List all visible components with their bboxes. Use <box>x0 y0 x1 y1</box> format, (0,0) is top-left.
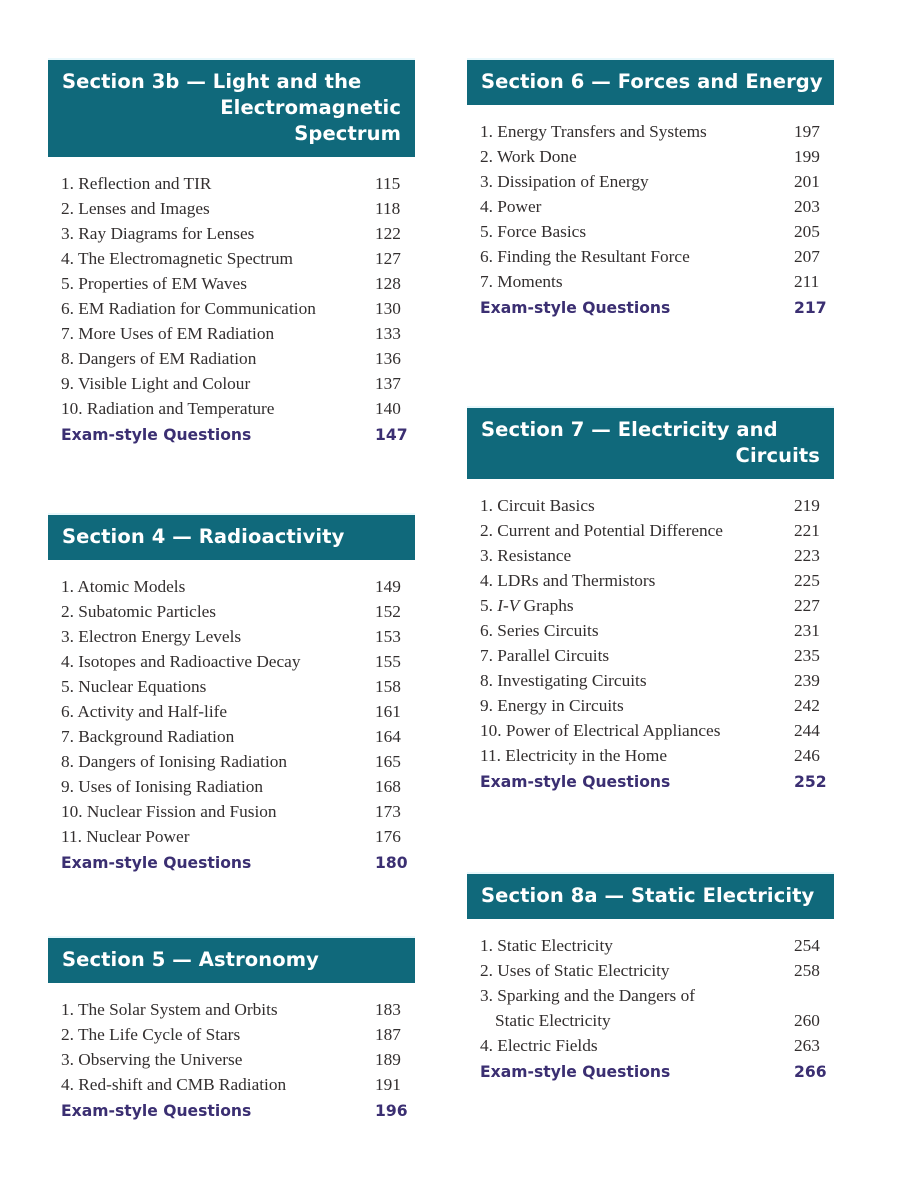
contents-entry-title: 4. The Electromagnetic Spectrum <box>61 249 293 268</box>
contents-entry-title <box>480 983 794 1033</box>
contents-entry[interactable] <box>480 958 834 983</box>
exam-style-questions-page-number: 147 <box>375 426 408 444</box>
contents-entry-page-number: 130 <box>375 299 401 318</box>
contents-entry-page-number: 127 <box>375 249 401 268</box>
contents-entry-page-number: 201 <box>794 172 820 191</box>
contents-entry-page-number: 227 <box>794 596 820 615</box>
contents-entry[interactable] <box>480 618 834 643</box>
contents-entry-page-number: 161 <box>375 702 401 721</box>
contents-entry-title: 6. Series Circuits <box>480 621 599 640</box>
contents-entry[interactable] <box>480 219 834 244</box>
contents-entry[interactable] <box>480 169 834 194</box>
contents-entry-page-number: 176 <box>375 827 401 846</box>
section-block-section-3b <box>48 60 415 448</box>
contents-entry-page-number: 203 <box>794 197 820 216</box>
contents-entry-title: 4. Electric Fields <box>480 1036 598 1055</box>
contents-entry-page-number: 137 <box>375 374 401 393</box>
contents-entry-page-number: 225 <box>794 571 820 590</box>
contents-entry-title: 5. Nuclear Equations <box>61 677 207 696</box>
contents-entry-title: 3. Dissipation of Energy <box>480 172 649 191</box>
section-header-line: Section 6 — Forces and Energy <box>481 70 823 93</box>
section-header-line: Section 5 — Astronomy <box>62 948 319 971</box>
section-block-section-8a <box>467 874 834 1085</box>
section-header-line: Spectrum <box>294 122 401 145</box>
contents-entry-title: 3. Observing the Universe <box>61 1050 243 1069</box>
contents-entry[interactable] <box>61 296 415 321</box>
contents-entry[interactable] <box>61 271 415 296</box>
contents-entry-title: 9. Uses of Ionising Radiation <box>61 777 264 796</box>
contents-entry-page-number: 152 <box>375 602 401 621</box>
contents-entry-title: 1. Static Electricity <box>480 936 613 955</box>
contents-entry-title: 4. Isotopes and Radioactive Decay <box>61 652 301 671</box>
contents-entry-page-number: 189 <box>375 1050 401 1069</box>
exam-style-questions-label: Exam-style Questions <box>480 773 671 791</box>
contents-entry-title: 10. Radiation and Temperature <box>61 399 275 418</box>
contents-entry-page-number: 158 <box>375 677 401 696</box>
section-entry-list <box>467 933 834 1085</box>
contents-entry[interactable] <box>480 668 834 693</box>
section-block-section-5 <box>48 938 415 1124</box>
contents-entry-exam-style-questions[interactable] <box>61 423 415 448</box>
contents-entry-title: 8. Investigating Circuits <box>480 671 647 690</box>
exam-style-questions-label: Exam-style Questions <box>480 299 671 317</box>
section-entry-list <box>48 574 415 876</box>
section-block-section-4 <box>48 515 415 876</box>
exam-style-questions-page-number: 266 <box>794 1063 827 1081</box>
contents-entry-page-number: 183 <box>375 1000 401 1019</box>
contents-entry-title: 6. Finding the Resultant Force <box>480 247 690 266</box>
contents-entry-page-number: 155 <box>375 652 401 671</box>
contents-entry[interactable] <box>480 119 834 144</box>
contents-entry[interactable] <box>480 244 834 269</box>
contents-entry[interactable] <box>480 643 834 668</box>
contents-entry-title: 10. Nuclear Fission and Fusion <box>61 802 277 821</box>
exam-style-questions-page-number: 217 <box>794 299 827 317</box>
contents-entry-title: 7. Moments <box>480 272 563 291</box>
section-entry-list <box>48 997 415 1124</box>
contents-entry[interactable] <box>480 1033 834 1058</box>
contents-entry[interactable] <box>480 718 834 743</box>
section-header-section-4 <box>48 515 415 560</box>
contents-entry-title: 5. Properties of EM Waves <box>61 274 247 293</box>
contents-entry[interactable] <box>61 699 415 724</box>
section-block-section-6 <box>467 60 834 321</box>
contents-entry-page-number: 263 <box>794 1036 820 1055</box>
section-header-line: Section 4 — Radioactivity <box>62 525 345 548</box>
contents-entry[interactable] <box>480 543 834 568</box>
contents-entry-title: 9. Visible Light and Colour <box>61 374 251 393</box>
contents-entry[interactable] <box>61 774 415 799</box>
contents-entry-page-number: 254 <box>794 936 820 955</box>
contents-entry-title: 7. Background Radiation <box>61 727 235 746</box>
contents-entry-title: 1. The Solar System and Orbits <box>61 1000 278 1019</box>
contents-entry[interactable] <box>61 624 415 649</box>
contents-entry-exam-style-questions[interactable] <box>480 770 834 795</box>
contents-entry[interactable] <box>480 493 834 518</box>
contents-entry-title: 11. Electricity in the Home <box>480 746 667 765</box>
contents-entry-title: 10. Power of Electrical Appliances <box>480 721 721 740</box>
section-header-section-8a <box>467 874 834 919</box>
section-entry-list <box>48 171 415 448</box>
contents-entry-title-rest: Graphs <box>519 596 574 615</box>
contents-entry[interactable] <box>480 194 834 219</box>
contents-entry-page-number: 197 <box>794 122 820 141</box>
contents-entry-title: 7. More Uses of EM Radiation <box>61 324 275 343</box>
exam-style-questions-label: Exam-style Questions <box>61 426 252 444</box>
contents-entry-page-number: 207 <box>794 247 820 266</box>
contents-entry-page-number: 235 <box>794 646 820 665</box>
exam-style-questions-page-number: 252 <box>794 773 827 791</box>
contents-entry[interactable] <box>480 269 834 294</box>
contents-entry-title-line1: 3. Sparking and the Dangers of <box>480 986 696 1005</box>
contents-entry-page-number: 258 <box>794 961 820 980</box>
contents-entry-page-number: 173 <box>375 802 401 821</box>
contents-entry[interactable] <box>61 196 415 221</box>
contents-entry[interactable] <box>480 518 834 543</box>
contents-entry-page-number: 168 <box>375 777 401 796</box>
contents-entry-page-number: 221 <box>794 521 820 540</box>
contents-entry-page-number: 244 <box>794 721 820 740</box>
contents-entry-title: 4. Power <box>480 197 542 216</box>
contents-entry-title: 3. Resistance <box>480 546 572 565</box>
contents-entry-exam-style-questions[interactable] <box>61 851 415 876</box>
contents-entry[interactable] <box>61 396 415 421</box>
contents-entry-title: 8. Dangers of Ionising Radiation <box>61 752 288 771</box>
contents-entry-title: 2. Lenses and Images <box>61 199 210 218</box>
section-header-section-5 <box>48 938 415 983</box>
contents-entry-page-number: 260 <box>794 1011 820 1030</box>
contents-entry-title: 2. Current and Potential Difference <box>480 521 723 540</box>
section-block-section-7 <box>467 408 834 795</box>
contents-entry-page-number: 164 <box>375 727 401 746</box>
contents-entry-title: 1. Atomic Models <box>61 577 186 596</box>
section-header-line: Section 3b — Light and the <box>62 70 362 93</box>
contents-entry-page-number: 191 <box>375 1075 401 1094</box>
contents-entry-title: 8. Dangers of EM Radiation <box>61 349 257 368</box>
contents-entry-title: 1. Circuit Basics <box>480 496 595 515</box>
contents-entry[interactable] <box>61 799 415 824</box>
contents-entry[interactable] <box>61 749 415 774</box>
contents-entry-page-number: 149 <box>375 577 401 596</box>
contents-entry[interactable] <box>61 724 415 749</box>
contents-entry[interactable] <box>480 593 834 618</box>
contents-entry-exam-style-questions[interactable] <box>480 1060 834 1085</box>
contents-entry-page-number: 165 <box>375 752 401 771</box>
section-header-line: Electromagnetic <box>220 96 401 119</box>
section-entry-list <box>467 493 834 795</box>
contents-entry-title: 3. Electron Energy Levels <box>61 627 242 646</box>
contents-entry-page-number: 231 <box>794 621 820 640</box>
contents-entry[interactable] <box>61 246 415 271</box>
contents-entry-title: 4. LDRs and Thermistors <box>480 571 656 590</box>
contents-entry-page-number: 242 <box>794 696 820 715</box>
contents-entry[interactable] <box>61 371 415 396</box>
contents-entry[interactable] <box>61 221 415 246</box>
contents-entry[interactable] <box>61 574 415 599</box>
contents-entry-page-number: 187 <box>375 1025 401 1044</box>
section-header-section-3b <box>48 60 415 157</box>
contents-entry-page-number: 115 <box>375 174 401 193</box>
exam-style-questions-label: Exam-style Questions <box>480 1063 671 1081</box>
contents-entry[interactable] <box>480 983 834 1033</box>
contents-entry[interactable] <box>61 674 415 699</box>
contents-entry-title: 5. Force Basics <box>480 222 587 241</box>
contents-entry-symbol: I-V <box>497 596 520 615</box>
section-header-line: Section 8a — Static Electricity <box>481 884 815 907</box>
contents-entry[interactable] <box>61 824 415 849</box>
contents-entry-title: 2. Subatomic Particles <box>61 602 217 621</box>
contents-entry-page-number: 223 <box>794 546 820 565</box>
contents-entry-title: 11. Nuclear Power <box>61 827 190 846</box>
contents-entry-title: 9. Energy in Circuits <box>480 696 624 715</box>
contents-entry[interactable] <box>61 171 415 196</box>
contents-entry-page-number: 219 <box>794 496 820 515</box>
contents-entry-page-number: 153 <box>375 627 401 646</box>
contents-entry-page-number: 118 <box>375 199 401 218</box>
section-header-line: Circuits <box>735 444 820 467</box>
contents-entry[interactable] <box>61 1047 415 1072</box>
contents-entry-title: 6. EM Radiation for Communication <box>61 299 316 318</box>
contents-entry-title-line2: Static Electricity <box>495 1011 611 1030</box>
contents-entry-page-number: 122 <box>375 224 401 243</box>
contents-entry[interactable] <box>480 933 834 958</box>
contents-entry-title: 2. Uses of Static Electricity <box>480 961 670 980</box>
contents-entry[interactable] <box>61 346 415 371</box>
exam-style-questions-label: Exam-style Questions <box>61 854 252 872</box>
contents-entry-title: 3. Ray Diagrams for Lenses <box>61 224 255 243</box>
contents-entry[interactable] <box>61 599 415 624</box>
exam-style-questions-page-number: 180 <box>375 854 408 872</box>
contents-entry-page-number: 205 <box>794 222 820 241</box>
contents-entry-page-number: 246 <box>794 746 820 765</box>
exam-style-questions-page-number: 196 <box>375 1102 408 1120</box>
contents-entry-page-number: 239 <box>794 671 820 690</box>
contents-entry-title: 1. Energy Transfers and Systems <box>480 122 707 141</box>
contents-entry-page-number: 199 <box>794 147 820 166</box>
contents-entry-page-number: 133 <box>375 324 401 343</box>
contents-entry[interactable] <box>480 693 834 718</box>
contents-entry[interactable] <box>61 1072 415 1097</box>
contents-entry[interactable] <box>61 649 415 674</box>
exam-style-questions-label: Exam-style Questions <box>61 1102 252 1120</box>
contents-entry-title: 6. Activity and Half-life <box>61 702 228 721</box>
contents-entry-page-number: 136 <box>375 349 401 368</box>
contents-entry[interactable] <box>61 321 415 346</box>
contents-entry-number: 5. <box>480 596 498 615</box>
contents-entry-title: 2. Work Done <box>480 147 577 166</box>
contents-entry-page-number: 128 <box>375 274 401 293</box>
contents-entry[interactable] <box>480 144 834 169</box>
contents-entry-page-number: 140 <box>375 399 401 418</box>
section-header-section-7 <box>467 408 834 479</box>
contents-entry-title: 7. Parallel Circuits <box>480 646 610 665</box>
contents-entry-exam-style-questions[interactable] <box>61 1099 415 1124</box>
contents-entry[interactable] <box>61 997 415 1022</box>
contents-entry-title: 2. The Life Cycle of Stars <box>61 1025 241 1044</box>
section-entry-list <box>467 119 834 321</box>
section-header-line: Section 7 — Electricity and <box>481 418 778 441</box>
contents-entry-page-number: 211 <box>794 272 820 291</box>
contents-entry-title: 4. Red-shift and CMB Radiation <box>61 1075 287 1094</box>
contents-entry[interactable] <box>480 568 834 593</box>
contents-entry-exam-style-questions[interactable] <box>480 296 834 321</box>
contents-entry-title: 1. Reflection and TIR <box>61 174 212 193</box>
contents-entry[interactable] <box>61 1022 415 1047</box>
contents-entry-title <box>480 593 794 618</box>
contents-entry[interactable] <box>480 743 834 768</box>
section-header-section-6 <box>467 60 834 105</box>
